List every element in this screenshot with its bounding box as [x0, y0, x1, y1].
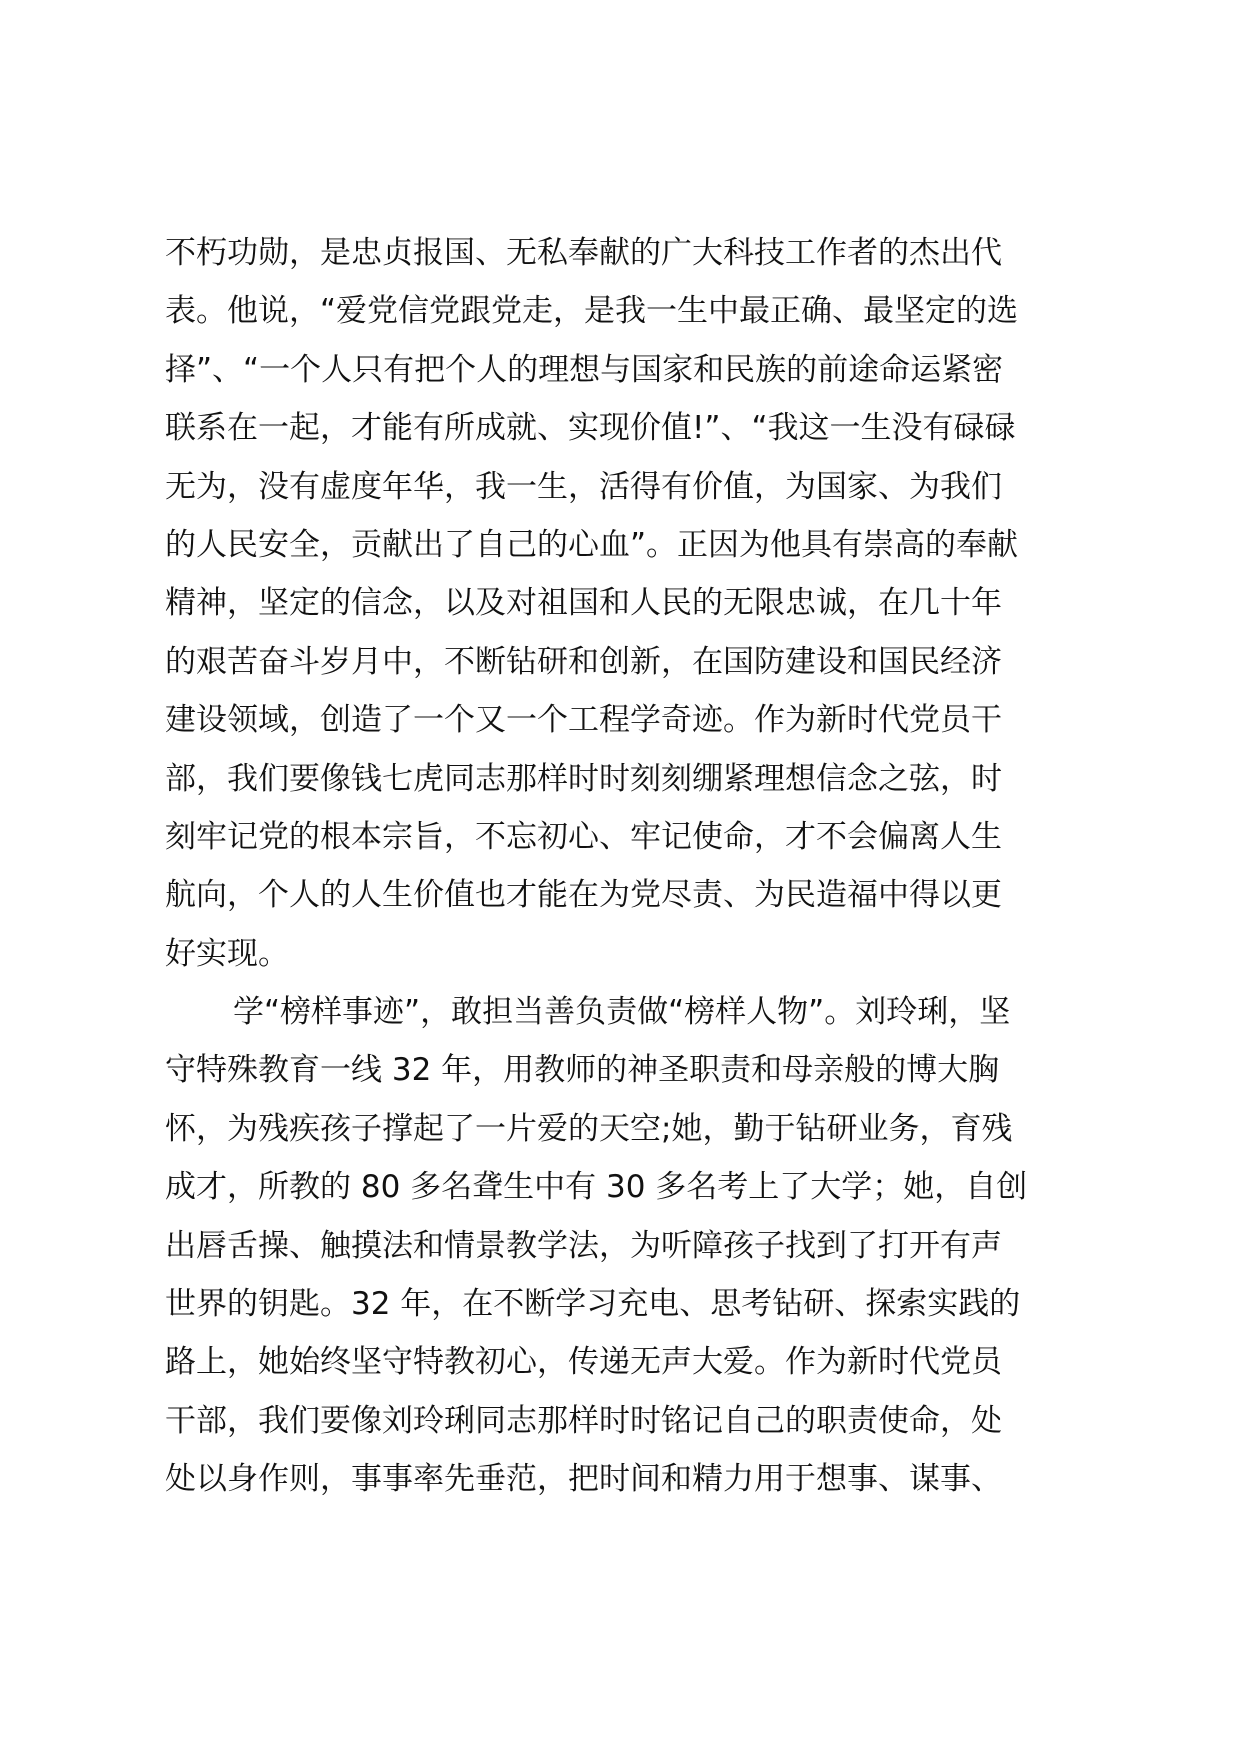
text-line: 怀，为残疾孩子撑起了一片爱的天空;她，勤于钻研业务，育残	[165, 1110, 1013, 1147]
text-line: 择”、“一个人只有把个人的理想与国家和民族的前途命运紧密	[165, 351, 1004, 388]
text-line: 处以身作则，事事率先垂范，把时间和精力用于想事、谋事、	[165, 1461, 1002, 1498]
text-line: 成才，所教的 80 多名聋生中有 30 多名考上了大学；她，自创	[165, 1169, 1028, 1206]
text-line: 世界的钥匙。32 年，在不断学习充电、思考钻研、探索实践的	[165, 1286, 1021, 1323]
body-text	[165, 224, 1085, 1509]
text-line: 部，我们要像钱七虎同志那样时时刻刻绷紧理想信念之弦，时	[165, 760, 1002, 797]
text-line: 路上，她始终坚守特教初心，传递无声大爱。作为新时代党员	[165, 1344, 1002, 1381]
text-line: 不朽功勋，是忠贞报国、无私奉献的广大科技工作者的杰出代	[165, 235, 1002, 271]
text-line: 无为，没有虚度年华，我一生，活得有价值，为国家、为我们	[165, 468, 1002, 505]
text-line: 好实现。	[165, 935, 289, 972]
text-line: 表。他说，“爱党信党跟党走，是我一生中最正确、最坚定的选	[165, 293, 1019, 330]
text-line: 刻牢记党的根本宗旨，不忘初心、牢记使命，才不会偏离人生	[165, 818, 1002, 855]
text-line: 建设领域，创造了一个又一个工程学奇迹。作为新时代党员干	[165, 702, 1002, 739]
text-line: 联系在一起，才能有所成就、实现价值!”、“我这一生没有碌碌	[165, 410, 1016, 447]
text-line: 的艰苦奋斗岁月中，不断钻研和创新，在国防建设和国民经济	[165, 643, 1002, 680]
text-line: 干部，我们要像刘玲琍同志那样时时铭记自己的职责使命，处	[165, 1402, 1002, 1439]
text-line: 精神，坚定的信念，以及对祖国和人民的无限忠诚，在几十年	[165, 585, 1002, 622]
paragraph-first-line: 学“榜样事迹”，敢担当善负责做“榜样人物”。刘玲琍，坚	[233, 994, 1011, 1031]
text-line: 出唇舌操、触摸法和情景教学法，为听障孩子找到了打开有声	[165, 1227, 1002, 1264]
text-line: 的人民安全，贡献出了自己的心血”。正因为他具有崇高的奉献	[165, 526, 1019, 563]
text-line: 守特殊教育一线 32 年，用教师的神圣职责和母亲般的博大胸	[165, 1052, 1000, 1089]
text-line: 航向，个人的人生价值也才能在为党尽责、为民造福中得以更	[165, 877, 1002, 914]
